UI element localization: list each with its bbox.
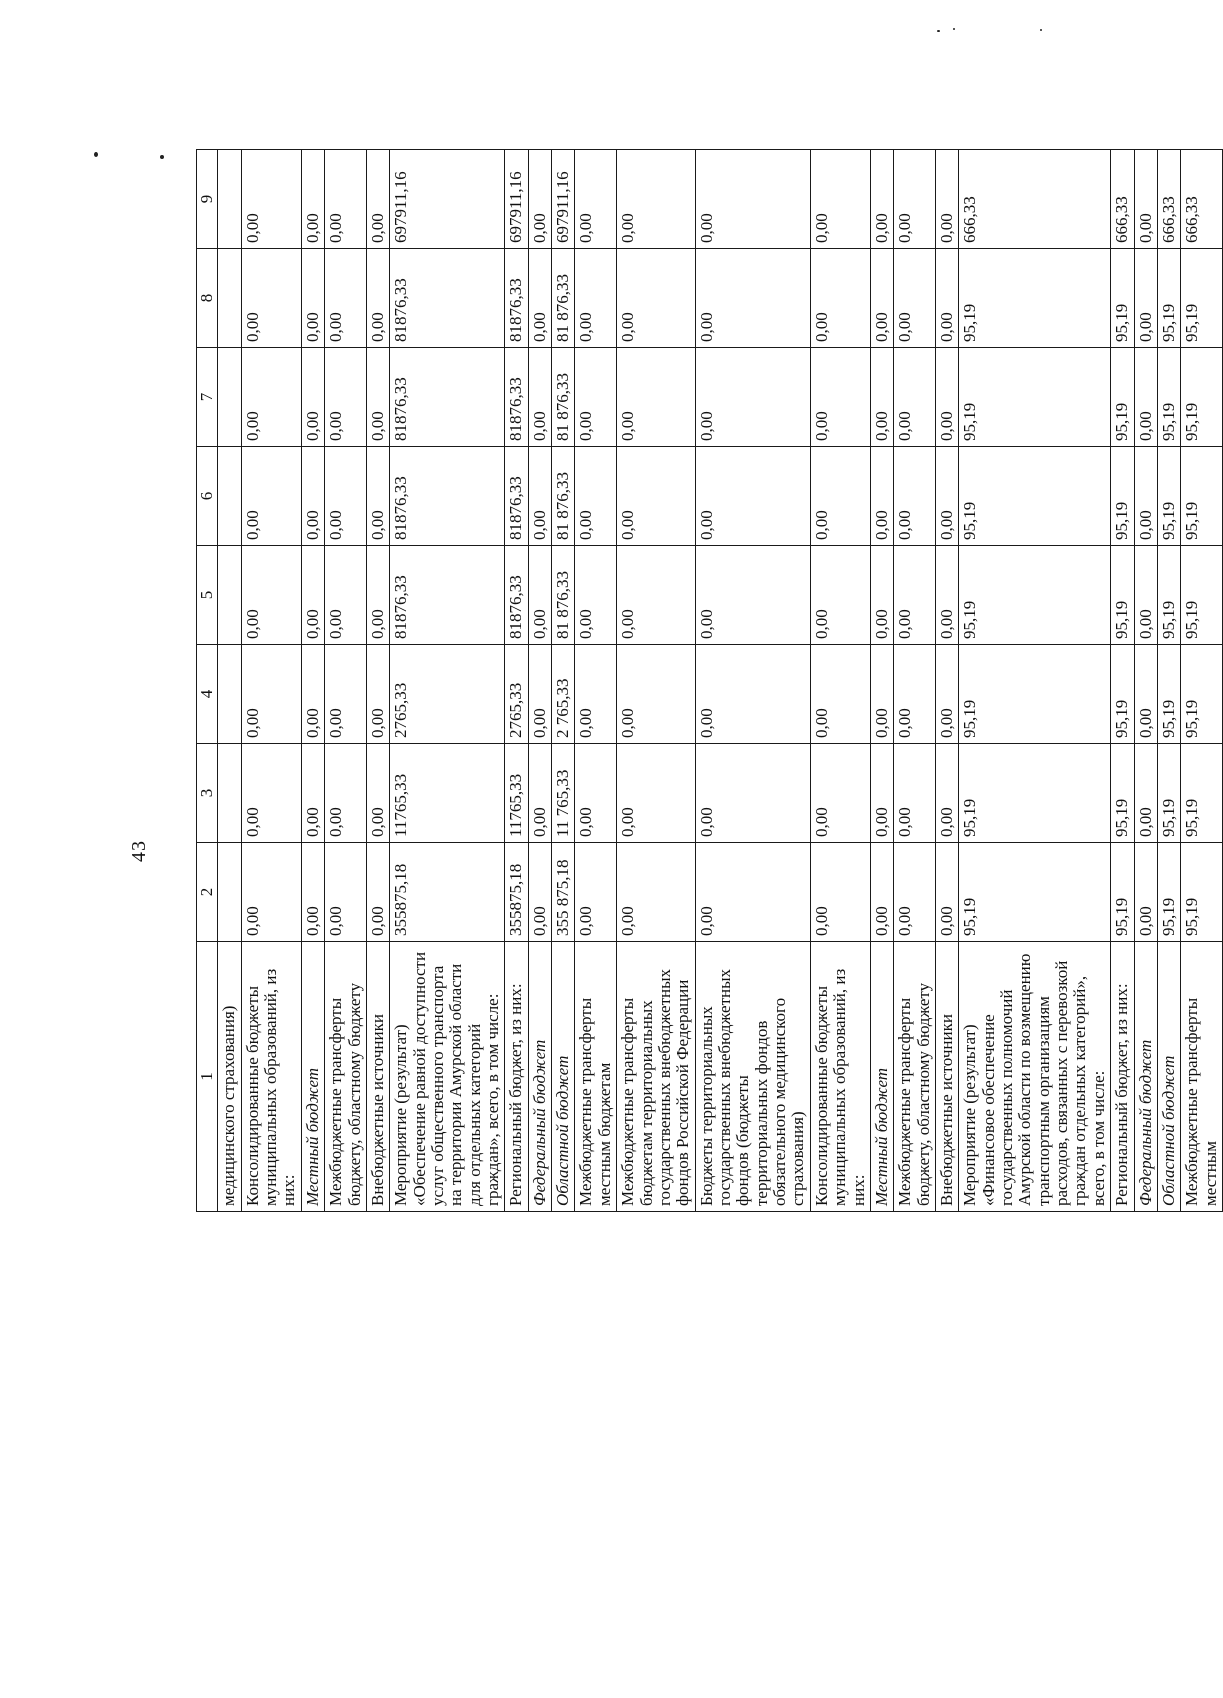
value-cell: 0,00 xyxy=(1134,348,1157,447)
value-cell: 0,00 xyxy=(528,249,551,348)
table-row xyxy=(552,150,575,1212)
value-cell: 0,00 xyxy=(1134,645,1157,744)
header-cell: 1 xyxy=(197,942,218,1212)
value-cell: 81876,33 xyxy=(390,249,505,348)
value-cell: 0,00 xyxy=(935,447,958,546)
row-label: Местный бюджет xyxy=(870,942,893,1212)
table-row xyxy=(870,150,893,1212)
page-number: 43 xyxy=(128,840,150,862)
value-cell: 0,00 xyxy=(528,744,551,843)
value-cell: 0,00 xyxy=(366,447,389,546)
value-cell: 0,00 xyxy=(695,546,810,645)
value-cell: 95,19 xyxy=(1157,843,1180,942)
table-row xyxy=(1111,150,1134,1212)
value-cell: 0,00 xyxy=(870,447,893,546)
table-row xyxy=(241,150,301,1212)
value-cell: 0,00 xyxy=(325,546,367,645)
value-cell: 95,19 xyxy=(1111,645,1134,744)
value-cell: 81 876,33 xyxy=(552,546,575,645)
value-cell: 0,00 xyxy=(894,744,936,843)
value-cell: 0,00 xyxy=(241,249,301,348)
value-cell: 0,00 xyxy=(575,447,617,546)
scan-speck xyxy=(160,155,164,159)
row-label: Внебюджетные источники xyxy=(935,942,958,1212)
table-row xyxy=(695,150,810,1212)
value-cell: 355875,18 xyxy=(505,843,528,942)
value-cell: 0,00 xyxy=(528,447,551,546)
header-cell: 8 xyxy=(197,249,218,348)
value-cell xyxy=(218,645,241,744)
table-row xyxy=(1134,150,1157,1212)
row-label: Межбюджетные трансферты местным бюджетам xyxy=(575,942,617,1212)
value-cell: 95,19 xyxy=(1181,744,1223,843)
value-cell: 11765,33 xyxy=(390,744,505,843)
value-cell: 0,00 xyxy=(935,249,958,348)
value-cell: 0,00 xyxy=(894,843,936,942)
header-row xyxy=(197,150,218,1212)
value-cell: 0,00 xyxy=(894,249,936,348)
value-cell: 666,33 xyxy=(959,150,1111,249)
value-cell: 95,19 xyxy=(1157,348,1180,447)
value-cell: 95,19 xyxy=(1111,546,1134,645)
value-cell: 0,00 xyxy=(695,150,810,249)
value-cell: 0,00 xyxy=(617,546,695,645)
row-label: Федеральный бюджет xyxy=(528,942,551,1212)
value-cell: 95,19 xyxy=(959,348,1111,447)
value-cell: 0,00 xyxy=(695,645,810,744)
value-cell: 0,00 xyxy=(366,249,389,348)
header-cell: 2 xyxy=(197,843,218,942)
value-cell xyxy=(218,150,241,249)
value-cell: 0,00 xyxy=(894,546,936,645)
value-cell: 0,00 xyxy=(241,150,301,249)
value-cell: 666,33 xyxy=(1181,150,1223,249)
table-row xyxy=(1157,150,1180,1212)
value-cell: 0,00 xyxy=(810,150,870,249)
header-cell: 3 xyxy=(197,744,218,843)
value-cell: 0,00 xyxy=(575,348,617,447)
scan-speck xyxy=(94,152,98,157)
row-label: Внебюджетные источники xyxy=(366,942,389,1212)
table-row xyxy=(301,150,324,1212)
value-cell: 0,00 xyxy=(695,249,810,348)
header-cell: 9 xyxy=(197,150,218,249)
row-label: Межбюджетные трансферты бюджетам территориальных государственных внебюджетных фондов Российской Федерации xyxy=(617,942,695,1212)
scan-speck xyxy=(1040,29,1042,31)
value-cell: 95,19 xyxy=(1111,744,1134,843)
value-cell: 0,00 xyxy=(810,645,870,744)
value-cell: 81876,33 xyxy=(505,348,528,447)
value-cell: 0,00 xyxy=(366,843,389,942)
table-row xyxy=(366,150,389,1212)
budget-table xyxy=(196,149,1223,1212)
value-cell: 95,19 xyxy=(959,645,1111,744)
value-cell: 0,00 xyxy=(870,150,893,249)
header-cell: 5 xyxy=(197,546,218,645)
value-cell: 0,00 xyxy=(935,843,958,942)
value-cell xyxy=(218,546,241,645)
value-cell: 0,00 xyxy=(870,348,893,447)
value-cell: 0,00 xyxy=(528,645,551,744)
value-cell: 0,00 xyxy=(695,744,810,843)
value-cell: 0,00 xyxy=(810,546,870,645)
value-cell: 0,00 xyxy=(325,843,367,942)
value-cell: 666,33 xyxy=(1157,150,1180,249)
value-cell: 0,00 xyxy=(301,744,324,843)
value-cell: 0,00 xyxy=(695,447,810,546)
value-cell: 0,00 xyxy=(894,447,936,546)
value-cell: 0,00 xyxy=(301,645,324,744)
value-cell: 0,00 xyxy=(241,744,301,843)
value-cell: 0,00 xyxy=(935,150,958,249)
value-cell xyxy=(218,348,241,447)
value-cell: 0,00 xyxy=(935,348,958,447)
value-cell: 95,19 xyxy=(1157,546,1180,645)
value-cell: 0,00 xyxy=(617,249,695,348)
value-cell: 0,00 xyxy=(575,150,617,249)
value-cell: 0,00 xyxy=(325,744,367,843)
value-cell: 0,00 xyxy=(325,447,367,546)
value-cell: 0,00 xyxy=(617,645,695,744)
value-cell: 0,00 xyxy=(1134,150,1157,249)
value-cell: 81 876,33 xyxy=(552,249,575,348)
value-cell: 0,00 xyxy=(366,645,389,744)
value-cell: 355 875,18 xyxy=(552,843,575,942)
value-cell: 0,00 xyxy=(301,843,324,942)
value-cell: 0,00 xyxy=(617,150,695,249)
value-cell: 0,00 xyxy=(575,843,617,942)
value-cell: 0,00 xyxy=(695,843,810,942)
table-row xyxy=(528,150,551,1212)
value-cell: 697911,16 xyxy=(505,150,528,249)
table-row xyxy=(935,150,958,1212)
row-label: медицинского страхования) xyxy=(218,942,241,1212)
row-label: Консолидированные бюджеты муниципальных образований, из них: xyxy=(810,942,870,1212)
value-cell: 95,19 xyxy=(1157,249,1180,348)
value-cell: 2765,33 xyxy=(505,645,528,744)
value-cell: 0,00 xyxy=(241,546,301,645)
value-cell xyxy=(218,447,241,546)
table-row xyxy=(325,150,367,1212)
value-cell: 0,00 xyxy=(1134,546,1157,645)
value-cell: 95,19 xyxy=(1157,447,1180,546)
value-cell: 355875,18 xyxy=(390,843,505,942)
value-cell: 0,00 xyxy=(575,744,617,843)
table-row xyxy=(810,150,870,1212)
value-cell: 0,00 xyxy=(810,744,870,843)
table-row xyxy=(617,150,695,1212)
value-cell: 0,00 xyxy=(528,348,551,447)
value-cell: 0,00 xyxy=(870,249,893,348)
value-cell: 0,00 xyxy=(366,546,389,645)
value-cell: 0,00 xyxy=(1134,249,1157,348)
row-label: Областной бюджет xyxy=(1157,942,1180,1212)
value-cell: 81876,33 xyxy=(505,546,528,645)
value-cell: 0,00 xyxy=(810,348,870,447)
value-cell: 0,00 xyxy=(575,249,617,348)
value-cell: 81876,33 xyxy=(390,348,505,447)
value-cell: 81876,33 xyxy=(390,447,505,546)
value-cell: 0,00 xyxy=(894,645,936,744)
scan-speck xyxy=(953,28,955,30)
value-cell: 0,00 xyxy=(241,348,301,447)
value-cell: 0,00 xyxy=(617,447,695,546)
table-row xyxy=(505,150,528,1212)
value-cell: 95,19 xyxy=(959,744,1111,843)
value-cell: 0,00 xyxy=(325,645,367,744)
value-cell: 0,00 xyxy=(935,546,958,645)
value-cell: 0,00 xyxy=(528,546,551,645)
value-cell: 2 765,33 xyxy=(552,645,575,744)
value-cell: 0,00 xyxy=(301,249,324,348)
value-cell: 0,00 xyxy=(1134,744,1157,843)
value-cell: 95,19 xyxy=(1111,249,1134,348)
value-cell: 0,00 xyxy=(241,447,301,546)
value-cell: 0,00 xyxy=(894,150,936,249)
value-cell: 81 876,33 xyxy=(552,348,575,447)
table-row xyxy=(390,150,505,1212)
header-cell: 4 xyxy=(197,645,218,744)
value-cell xyxy=(218,843,241,942)
value-cell: 0,00 xyxy=(1134,843,1157,942)
value-cell: 95,19 xyxy=(1181,843,1223,942)
value-cell: 95,19 xyxy=(959,546,1111,645)
table-body xyxy=(197,150,1223,1212)
value-cell xyxy=(218,249,241,348)
value-cell: 95,19 xyxy=(1157,645,1180,744)
value-cell: 81 876,33 xyxy=(552,447,575,546)
value-cell: 0,00 xyxy=(366,744,389,843)
value-cell: 95,19 xyxy=(1181,546,1223,645)
row-label: Областной бюджет xyxy=(552,942,575,1212)
value-cell: 0,00 xyxy=(241,843,301,942)
row-label: Бюджеты территориальных государственных внебюджетных фондов (бюджеты территориальных фондов обязательного медицинского страхования) xyxy=(695,942,810,1212)
value-cell: 0,00 xyxy=(870,843,893,942)
value-cell: 0,00 xyxy=(366,150,389,249)
header-cell: 7 xyxy=(197,348,218,447)
value-cell: 0,00 xyxy=(810,447,870,546)
value-cell: 95,19 xyxy=(1181,447,1223,546)
value-cell: 0,00 xyxy=(528,150,551,249)
value-cell: 697911,16 xyxy=(390,150,505,249)
value-cell: 81876,33 xyxy=(505,447,528,546)
value-cell: 2765,33 xyxy=(390,645,505,744)
value-cell: 0,00 xyxy=(617,843,695,942)
value-cell: 0,00 xyxy=(575,546,617,645)
value-cell: 0,00 xyxy=(894,348,936,447)
value-cell: 0,00 xyxy=(870,546,893,645)
value-cell: 0,00 xyxy=(617,348,695,447)
row-label: Межбюджетные трансферты бюджету, областному бюджету xyxy=(325,942,367,1212)
value-cell: 0,00 xyxy=(241,645,301,744)
value-cell: 0,00 xyxy=(366,348,389,447)
value-cell: 95,19 xyxy=(1111,447,1134,546)
value-cell: 95,19 xyxy=(1181,249,1223,348)
value-cell: 0,00 xyxy=(301,150,324,249)
table-row xyxy=(894,150,936,1212)
value-cell: 0,00 xyxy=(617,744,695,843)
value-cell: 0,00 xyxy=(575,645,617,744)
value-cell: 11765,33 xyxy=(505,744,528,843)
value-cell: 0,00 xyxy=(810,249,870,348)
value-cell: 0,00 xyxy=(870,744,893,843)
row-label: Региональный бюджет, из них: xyxy=(505,942,528,1212)
scan-speck xyxy=(937,30,940,32)
value-cell: 0,00 xyxy=(301,447,324,546)
row-label: Федеральный бюджет xyxy=(1134,942,1157,1212)
value-cell: 95,19 xyxy=(1111,843,1134,942)
rotated-table-container xyxy=(196,150,1220,1212)
value-cell: 95,19 xyxy=(1157,744,1180,843)
row-label: Региональный бюджет, из них: xyxy=(1111,942,1134,1212)
value-cell: 95,19 xyxy=(1181,645,1223,744)
value-cell: 0,00 xyxy=(301,546,324,645)
row-label: Консолидированные бюджеты муниципальных образований, из них: xyxy=(241,942,301,1212)
value-cell: 0,00 xyxy=(810,843,870,942)
value-cell: 0,00 xyxy=(870,645,893,744)
value-cell: 0,00 xyxy=(1134,447,1157,546)
table-row xyxy=(959,150,1111,1212)
value-cell: 666,33 xyxy=(1111,150,1134,249)
value-cell: 0,00 xyxy=(325,249,367,348)
value-cell: 0,00 xyxy=(935,645,958,744)
value-cell: 0,00 xyxy=(325,348,367,447)
row-label: Мероприятие (результат) «Обеспечение равной доступности услуг общественного транспорта на территории Амурской области для отдельных категорий граждан», всего, в том числе: xyxy=(390,942,505,1212)
value-cell: 81876,33 xyxy=(505,249,528,348)
row-label: Мероприятие (результат) «Финансовое обеспечение государственных полномочий Амурской области по возмещению транспортным организациям расходов, связанных с перевозкой граждан отдельных категорий», всего, в том числе: xyxy=(959,942,1111,1212)
value-cell xyxy=(218,744,241,843)
value-cell: 0,00 xyxy=(301,348,324,447)
value-cell: 95,19 xyxy=(1111,348,1134,447)
row-label: Межбюджетные трансферты бюджету, областному бюджету xyxy=(894,942,936,1212)
row-label: Местный бюджет xyxy=(301,942,324,1212)
value-cell: 0,00 xyxy=(325,150,367,249)
header-cell: 6 xyxy=(197,447,218,546)
value-cell: 697911,16 xyxy=(552,150,575,249)
table-row xyxy=(1181,150,1223,1212)
value-cell: 0,00 xyxy=(528,843,551,942)
value-cell: 95,19 xyxy=(959,843,1111,942)
value-cell: 95,19 xyxy=(1181,348,1223,447)
value-cell: 95,19 xyxy=(959,447,1111,546)
value-cell: 0,00 xyxy=(695,348,810,447)
table-row xyxy=(218,150,241,1212)
table-row xyxy=(575,150,617,1212)
value-cell: 0,00 xyxy=(935,744,958,843)
value-cell: 81876,33 xyxy=(390,546,505,645)
value-cell: 95,19 xyxy=(959,249,1111,348)
value-cell: 11 765,33 xyxy=(552,744,575,843)
row-label: Межбюджетные трансферты местным xyxy=(1181,942,1223,1212)
